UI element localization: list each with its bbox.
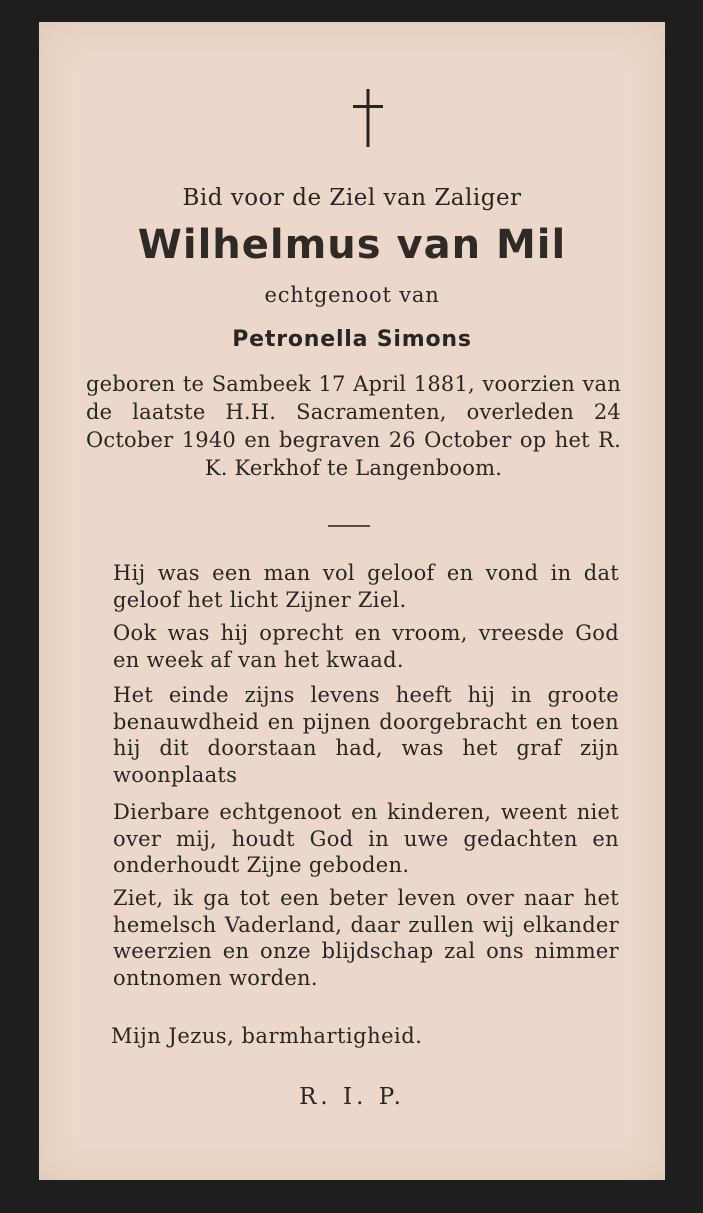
cross-icon xyxy=(353,89,383,147)
paragraph-end-of-life: Het einde zijns levens heeft hij in groote benauwdheid en pijnen doorgebracht en toen hij dit doorstaan had, was het graf zijn woonplaats xyxy=(113,683,619,787)
spouse-name: Petronella Simons xyxy=(232,327,472,352)
deceased-name: Wilhelmus van Mil xyxy=(137,222,567,268)
birth-death-details: geboren te Sambeek 17 April 1881, voorzien van de laatste H.H. Sacramenten, overleden 24 October 1940 en begraven 26 October op het R. K. Kerkhof te Langenboom. xyxy=(86,372,621,480)
closing-prayer: Mijn Jezus, barmhartigheid. xyxy=(111,1024,423,1048)
paragraph-devout: Ook was hij oprecht en vroom, vreesde God en week af van het kwaad. xyxy=(113,621,619,672)
memorial-card xyxy=(39,22,665,1180)
paragraph-heaven: Ziet, ik ga tot een beter leven over naar het hemelsch Vaderland, daar zullen wij elkander weerzien en onze blijdschap zal ons nimmer ontnomen worden. xyxy=(113,886,619,990)
rip-text: R. I. P. xyxy=(299,1084,405,1110)
divider-line xyxy=(328,525,370,527)
paragraph-family: Dierbare echtgenoot en kinderen, weent niet over mij, houdt God in uwe gedachten en onderhoudt Zijne geboden. xyxy=(113,800,619,877)
paragraph-faith: Hij was een man vol geloof en vond in dat geloof het licht Zijner Ziel. xyxy=(113,561,619,612)
spouse-label: echtgenoot van xyxy=(264,283,440,307)
intro-line: Bid voor de Ziel van Zaliger xyxy=(182,185,522,211)
